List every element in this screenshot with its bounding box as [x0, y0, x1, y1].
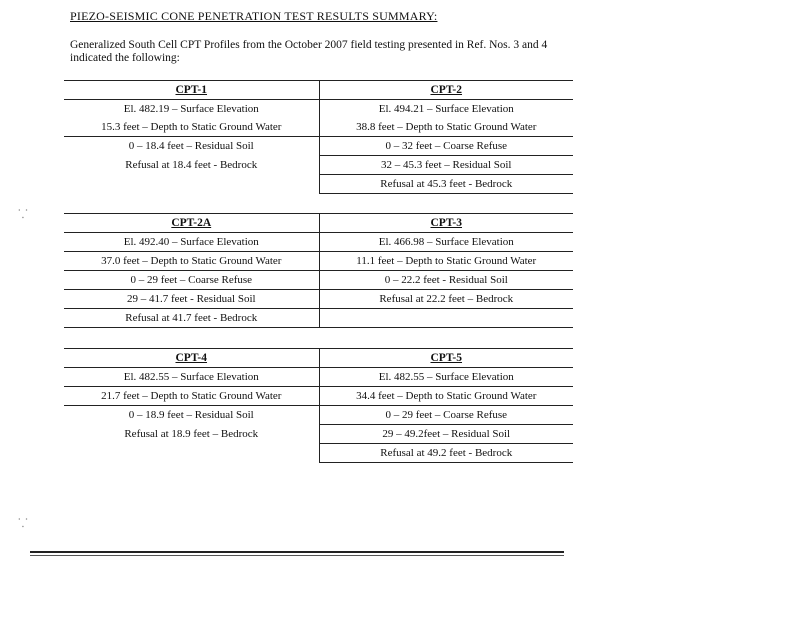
scan-mark: ⸪ [18, 516, 28, 530]
table-cell: 15.3 feet – Depth to Static Ground Water [64, 118, 319, 137]
table-cell: El. 482.19 – Surface Elevation [64, 100, 319, 119]
bottom-rule-thin [30, 555, 564, 556]
table-cell: 21.7 feet – Depth to Static Ground Water [64, 387, 319, 406]
table-cell [64, 175, 319, 194]
table-cell: El. 482.55 – Surface Elevation [64, 368, 319, 387]
table-cell: Refusal at 45.3 feet - Bedrock [319, 175, 573, 194]
table-cell: 29 – 49.2feet – Residual Soil [319, 425, 573, 444]
scan-mark: ⸪ [18, 207, 28, 221]
table-cell [319, 309, 573, 328]
page-heading: PIEZO-SEISMIC CONE PENETRATION TEST RESULTS SUMMARY: [70, 9, 438, 23]
table-cell: 0 – 18.9 feet – Residual Soil [64, 406, 319, 425]
cpt-table-2 [64, 213, 573, 328]
table-cell: 0 – 18.4 feet – Residual Soil [64, 137, 319, 156]
intro-paragraph: Generalized South Cell CPT Profiles from the October 2007 field testing presented in Ref. Nos. 3 and 4 indicated the following: [70, 39, 548, 64]
table-cell: 29 – 41.7 feet - Residual Soil [64, 290, 319, 309]
table-cell: El. 494.21 – Surface Elevation [378, 103, 514, 115]
table-header-left: CPT-4 [64, 349, 319, 368]
bottom-rule [30, 551, 564, 553]
table-cell: 11.1 feet – Depth to Static Ground Water [319, 252, 573, 271]
table-cell: 37.0 feet – Depth to Static Ground Water [64, 252, 319, 271]
table-header-right: CPT-2 [319, 81, 573, 100]
table-cell: 0 – 29 feet – Coarse Refuse [319, 406, 573, 425]
table-cell: 32 – 45.3 feet – Residual Soil [319, 156, 573, 175]
table-cell: 38.8 feet – Depth to Static Ground Water [319, 118, 573, 137]
table-cell: Refusal at 41.7 feet - Bedrock [64, 309, 319, 328]
table-header-left: CPT-2A [64, 214, 319, 233]
cpt-table-1 [64, 80, 573, 194]
table-cell: Refusal at 18.4 feet - Bedrock [64, 156, 319, 175]
table-cell: Refusal at 49.2 feet - Bedrock [319, 444, 573, 463]
cpt-table-3 [64, 348, 573, 463]
table-cell: Refusal at 18.9 feet – Bedrock [64, 425, 319, 444]
table-cell: El. 482.55 – Surface Elevation [319, 368, 573, 387]
table-header-left: CPT-1 [64, 81, 319, 100]
table-cell: 0 – 22.2 feet - Residual Soil [319, 271, 573, 290]
table-cell [64, 444, 319, 463]
table-header-right: CPT-3 [319, 214, 573, 233]
table-cell: 0 – 29 feet – Coarse Refuse [64, 271, 319, 290]
table-cell: 0 – 32 feet – Coarse Refuse [319, 137, 573, 156]
table-cell: 34.4 feet – Depth to Static Ground Water [319, 387, 573, 406]
table-header-right: CPT-5 [319, 349, 573, 368]
table-cell: El. 466.98 – Surface Elevation [319, 233, 573, 252]
table-cell: El. 492.40 – Surface Elevation [64, 233, 319, 252]
table-cell: Refusal at 22.2 feet – Bedrock [319, 290, 573, 309]
